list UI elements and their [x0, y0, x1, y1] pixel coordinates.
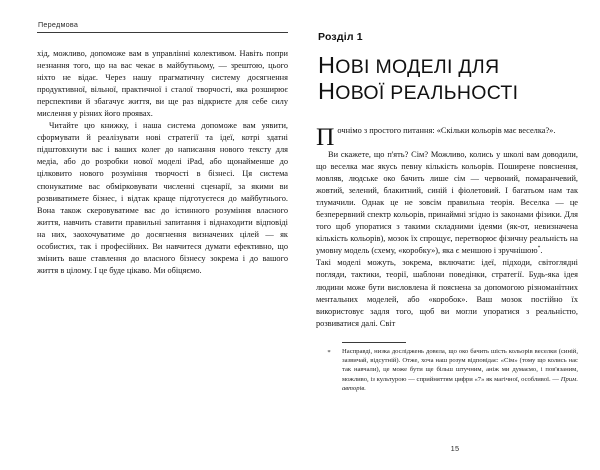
footnote-attribution: Прим. авторів.	[342, 375, 578, 392]
drop-cap: П	[316, 122, 335, 151]
paragraph: Читайте цю книжку, і наша система допоможе вам уявити, сформувати й реалізувати нові стратегії та ідеї, котрі здатні підштовхнути вас і ваших колег до написання нового тексту для медіа, або до розробки нової моделі iPad, або щонайменше до цілковито нового розуміння творчості в бізнесі. Ця система спонукатиме вас обмірковувати численні сценарії, за якими ви розвиватимете бізнес, і відтак краще підготуєтеся до майбутнього. Вона також скеровуватиме вас до істинного розуміння власного життя, навчить ставити правильні запитання і віднаходити відповіді на них, заохочуватиме до досягнення визначених цілей — як особистих, так і професійних. Ви навчитеся думати ефективно, що змінить ваше ставлення до власного бізнесу зокрема і до вашого життя в цілому. І це буде цікаво. Ми обіцяємо.	[37, 121, 288, 275]
right-page-body	[316, 122, 578, 330]
paragraph-text: Ви скажете, що п'ять? Сім? Можливо, колись у школі вам доводили, що веселка має якусь певну кількість кольорів. Поширене пояснення, мовляв, людське око бачить лише сім — червоний, помаранчевий, жовтий, зелений, блакитний, синій і фіолетовий. І багатьом нам так тлумачили. Однак це не зовсім правильна теорія. Веселка — це безперервний спектр кольорів, принаймні згідно із законами фізики. Для того щоб упоратися з такими складними ідеями (як-от, невизначена кількість кольорів), мозок їх спрощує, перетворює фізичну реальність на умовну модель (схему, «коробку»), яка є меншою і зручнішою	[316, 150, 578, 256]
paragraph: хід, можливо, допоможе вам в управлінні колективом. Навіть попри незнання того, що на вас чекає в майбутньому, — зрештою, цього ніхто не відає. Через нашу прагматичну систему досягнення продуктивної, вільної, практичної і сталої творчості, яка розширює перспективи й збагачує життя, ви ще раз відкриєте для себе силу мислення у різних його проявах.	[37, 49, 288, 119]
chapter-number: Розділ 1	[318, 31, 363, 43]
chapter-title-initial: Н	[318, 52, 336, 78]
chapter-title-initial: Н	[318, 78, 336, 104]
footnote-text	[342, 347, 578, 393]
chapter-title-line	[318, 52, 500, 78]
paragraph-with-dropcap	[316, 122, 578, 151]
running-head-rule	[37, 32, 288, 33]
left-page-body	[37, 48, 288, 277]
paragraph-text: очнімо з простого питання: «Скільки кольорів має веселка?».	[337, 126, 556, 135]
footnote-marker: *	[327, 348, 331, 356]
footnote-reference: *	[537, 245, 541, 252]
paragraph: Ви скажете, що п'ять? Сім? Можливо, колись у школі вам доводили, що веселка має якусь певну кількість кольорів. Поширене пояснення, мовляв, людське око бачить лише сім — червоний, помаранчевий, жовтий, зелений, блакитний, синій і фіолетовий. І багатьом нам так тлумачили. Однак це не зовсім правильна теорія. Веселка — це безперервний спектр кольорів, принаймні згідно із законами фізики. Для того щоб упоратися з такими складними ідеями (як-от, невизначена кількість кольорів), мозок їх спрощує, перетворює фізичну реальність на умовну модель (схему, «коробку»), яка є меншою і зручнішою*.	[316, 150, 578, 256]
chapter-title-rest: ОВІ МОДЕЛІ ДЛЯ	[335, 56, 500, 78]
page-number: 15	[450, 444, 460, 453]
footnote-separator-rule	[342, 342, 406, 343]
running-head: Передмова	[38, 20, 79, 29]
footnote-zone	[316, 342, 578, 393]
footnote	[316, 347, 578, 393]
right-page	[310, 0, 600, 470]
chapter-title	[318, 53, 578, 105]
paragraph: Такі моделі можуть, зокрема, включати: ідеї, підходи, світоглядні погляди, тактики, теорії, шаблони поведінки, стратегії. Будь-яка ідея людини може бути висловлена й пояснена за допомогою різноманітних ментальних моделей, або «коробок». Ваш мозок постійно їх використовує задля того, щоб ви могли упоратися з реальністю, розвиватися далі. Світ	[316, 258, 578, 328]
footnote-text-plain: Насправді, низка досліджень довела, що око бачить шість кольорів веселки (синій, зазвичай, відсутній). Отже, хоча наш розум відповідає: «Сім» (тому що колись нас так навчали), це може бути ще більш штучним, аніж ми думаємо, і пов'язаним, можливо, із культурою — сприйняттям цифри «7» як магічної, особливої. —	[342, 347, 578, 383]
chapter-title-line	[318, 78, 519, 104]
chapter-title-rest: ОВОЇ РЕАЛЬНОСТІ	[335, 82, 519, 104]
